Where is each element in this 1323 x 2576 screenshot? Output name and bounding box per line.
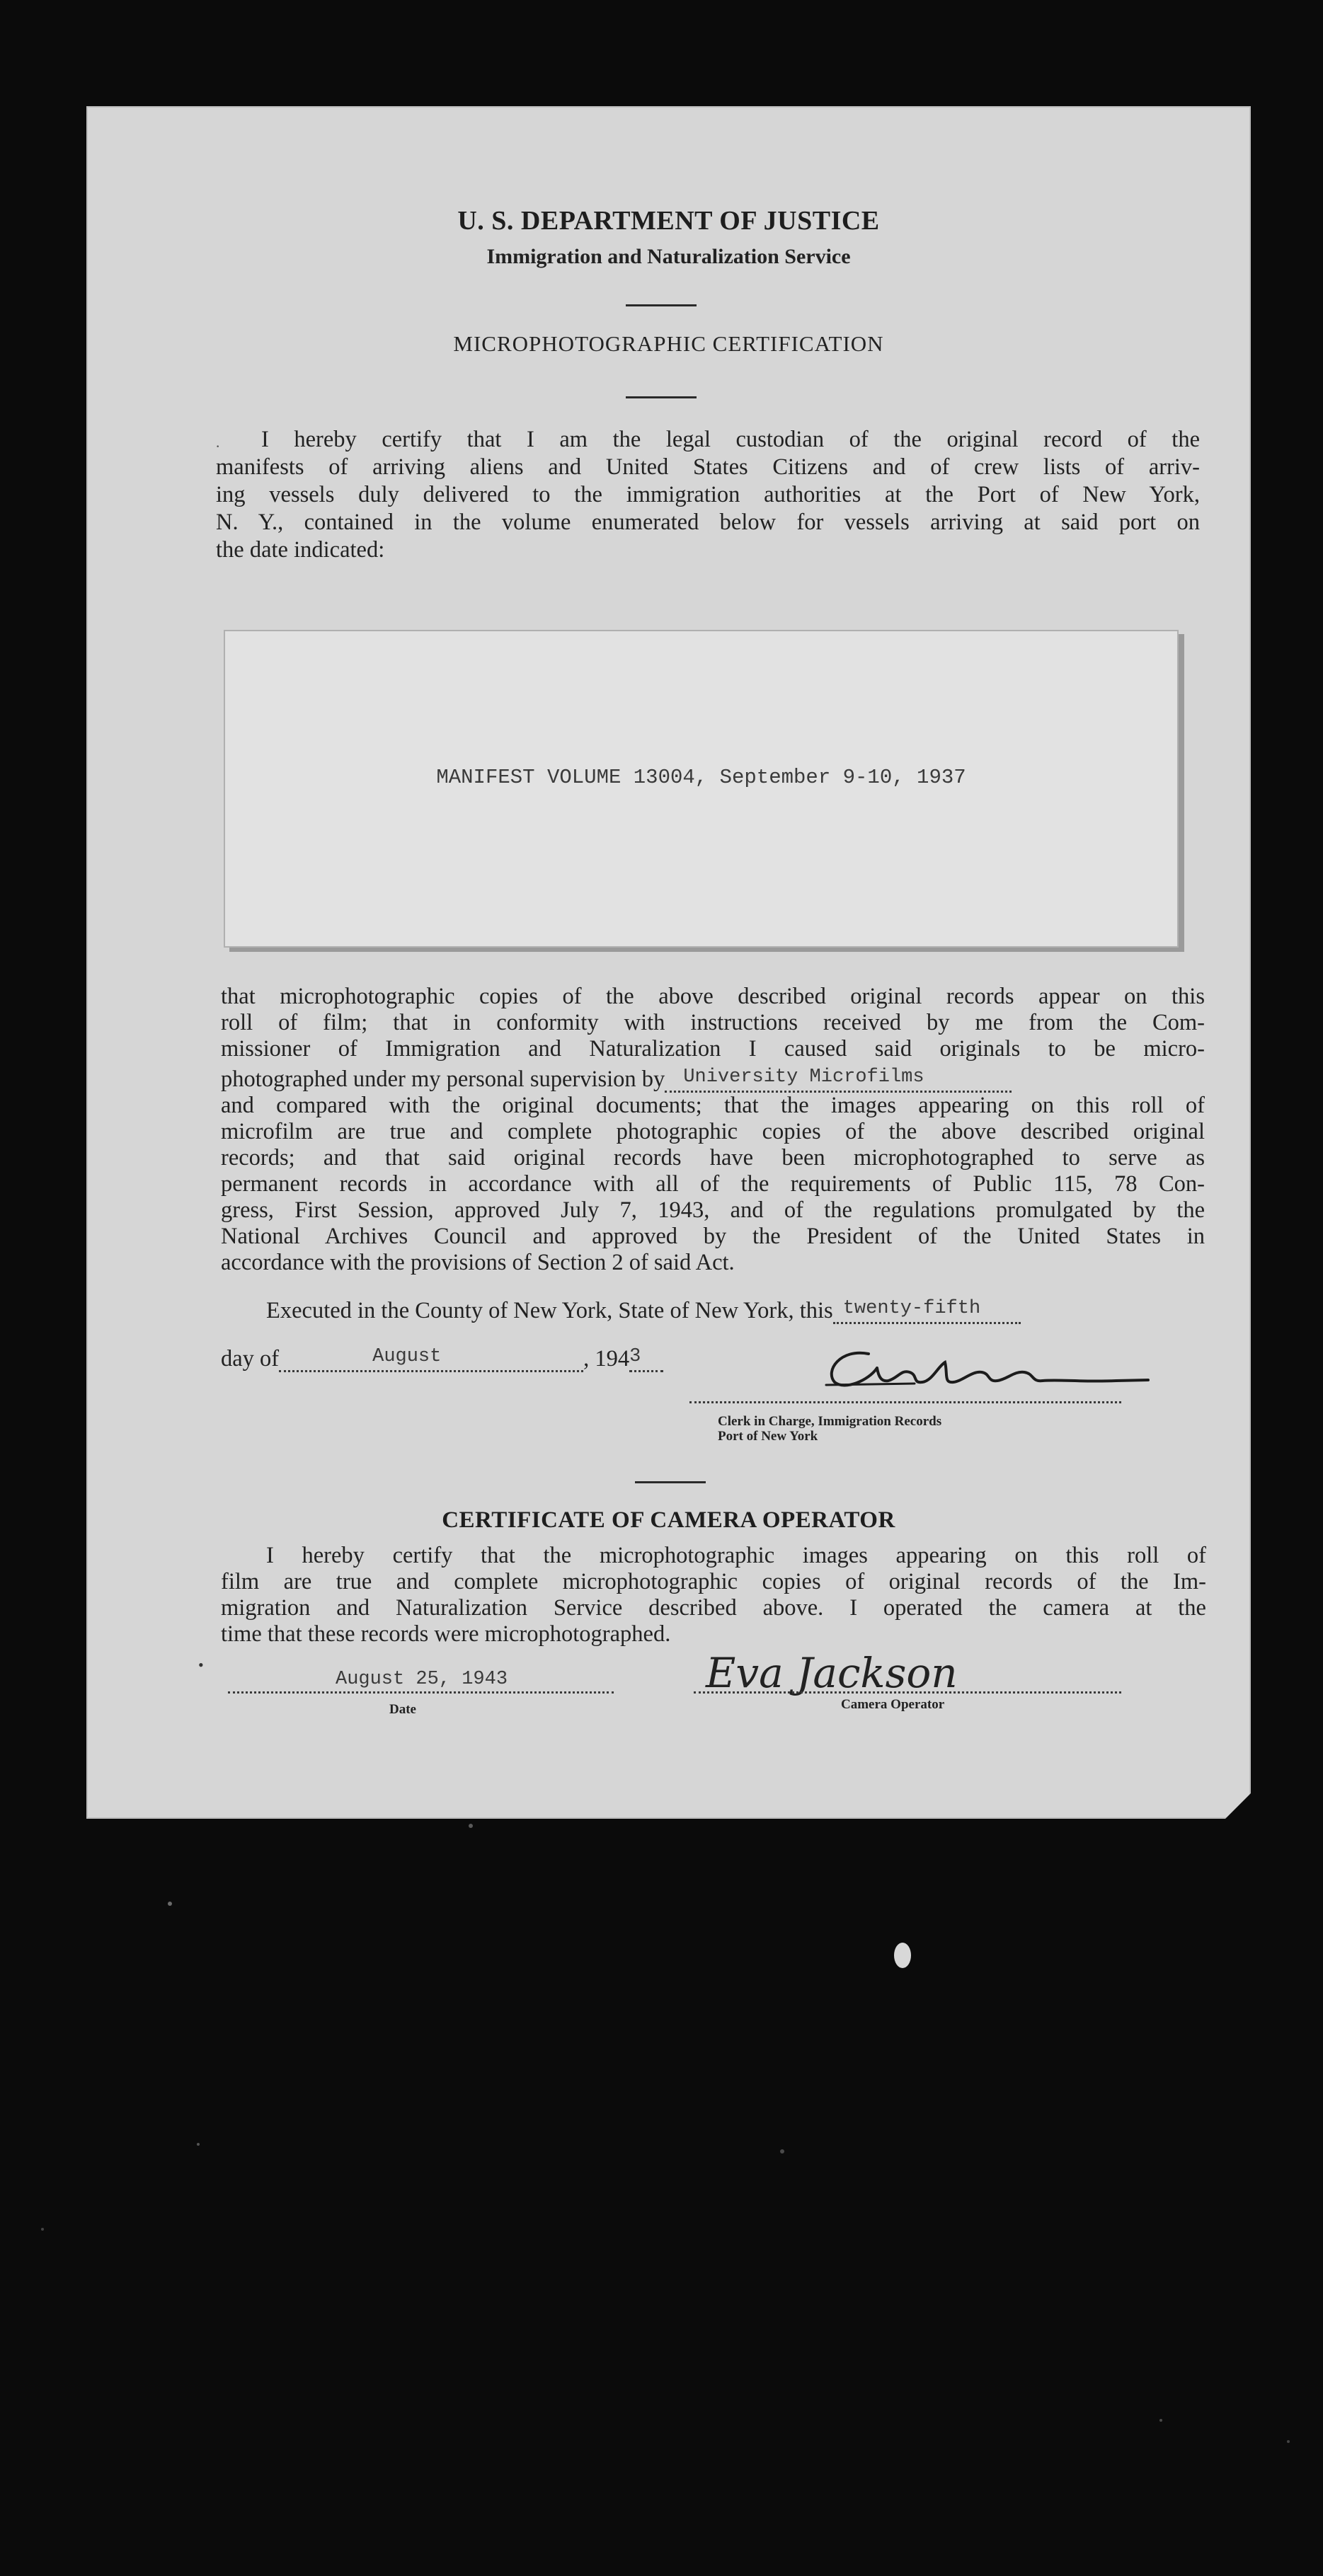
day-of-prefix: day of	[221, 1346, 280, 1372]
operator-signature: Eva Jackson	[706, 1649, 958, 1697]
title-divider	[626, 396, 697, 398]
executed-prefix: Executed in the County of New York, State of New York, this	[266, 1298, 833, 1323]
camera-section-divider	[635, 1481, 706, 1483]
body-line: roll of film; that in conformity with instructions received by me from the Com-	[221, 1010, 1205, 1035]
executed-line	[266, 1298, 1021, 1324]
camera-line: migration and Naturalization Service described above. I operated the camera at the	[221, 1595, 1206, 1621]
year-fill	[629, 1346, 663, 1372]
supervision-fill-line	[665, 1066, 1012, 1093]
body-line: records; and that said original records have been microphotographed to serve as	[221, 1145, 1205, 1171]
folded-corner	[1224, 1792, 1252, 1820]
camera-line: I hereby certify that the microphotographic images appearing on this roll of	[266, 1543, 1206, 1568]
intro-line: the date indicated:	[216, 537, 385, 563]
clerk-title-line: Clerk in Charge, Immigration Records	[718, 1414, 942, 1429]
supervision-typed-name: University Microfilms	[683, 1066, 924, 1088]
margin-mark: •	[198, 1656, 204, 1674]
supervision-prefix: photographed under my personal supervision by	[221, 1066, 665, 1092]
year-digit-value: 3	[629, 1346, 641, 1367]
clerk-signature	[762, 1341, 1159, 1398]
intro-line: ing vessels duly delivered to the immigration authorities at the Port of New York,	[216, 482, 1200, 507]
manifest-volume-entry: MANIFEST VOLUME 13004, September 9-10, 1937	[436, 766, 966, 789]
executed-day-fill	[833, 1298, 1021, 1324]
date-label: Date	[389, 1702, 416, 1717]
executed-month-value: August	[372, 1346, 442, 1367]
certificate-page	[86, 106, 1251, 1819]
camera-line: film are true and complete microphotographic copies of original records of the Im-	[221, 1569, 1206, 1594]
clerk-signature-line	[689, 1401, 1121, 1403]
certification-title: MICROPHOTOGRAPHIC CERTIFICATION	[453, 331, 884, 356]
supervision-line	[221, 1066, 1205, 1093]
service-subheading: Immigration and Naturalization Service	[486, 245, 851, 268]
manifest-insert-slip	[224, 630, 1179, 948]
intro-line: manifests of arriving aliens and United States Citizens and of crew lists of arriv-	[216, 454, 1200, 480]
department-heading: U. S. DEPARTMENT OF JUSTICE	[457, 206, 880, 236]
camera-operator-heading: CERTIFICATE OF CAMERA OPERATOR	[442, 1507, 895, 1533]
body-line: microfilm are true and complete photographic copies of the above described original	[221, 1119, 1205, 1144]
day-of-line: day of August , 194 3	[221, 1346, 663, 1372]
clerk-title	[718, 1414, 941, 1444]
header-divider	[626, 304, 697, 306]
year-prefix: 194	[595, 1346, 630, 1372]
body-line: gress, First Session, approved July 7, 1943, and of the regulations promulgated by the	[221, 1197, 1205, 1223]
certification-body	[221, 984, 1205, 1276]
clerk-title-line: Port of New York	[718, 1429, 818, 1444]
body-line: permanent records in accordance with all of the requirements of Public 115, 78 Con-	[221, 1171, 1205, 1197]
month-fill	[279, 1346, 583, 1372]
operator-label: Camera Operator	[841, 1697, 945, 1712]
body-line: National Archives Council and approved by the President of the United States in	[221, 1224, 1205, 1249]
camera-line: time that these records were microphotographed.	[221, 1621, 671, 1647]
body-line: that microphotographic copies of the above described original records appear on this	[221, 984, 1205, 1009]
intro-line: I hereby certify that I am the legal custodian of the original record of the	[261, 427, 1200, 452]
camera-operator-paragraph	[221, 1543, 1206, 1648]
margin-mark: ·	[215, 437, 221, 455]
body-line: accordance with the provisions of Section 2 of said Act.	[221, 1250, 735, 1275]
executed-day-value: twenty-fifth	[842, 1298, 981, 1319]
operator-signature-line	[694, 1691, 1121, 1694]
intro-paragraph	[216, 426, 1200, 564]
body-line: and compared with the original documents; that the images appearing on this roll of	[221, 1093, 1205, 1118]
date-fill-line	[228, 1691, 614, 1694]
body-line: missioner of Immigration and Naturalization I caused said originals to be micro-	[221, 1036, 1205, 1062]
camera-date-value: August 25, 1943	[336, 1669, 508, 1690]
intro-line: N. Y., contained in the volume enumerated below for vessels arriving at said port on	[216, 510, 1200, 535]
